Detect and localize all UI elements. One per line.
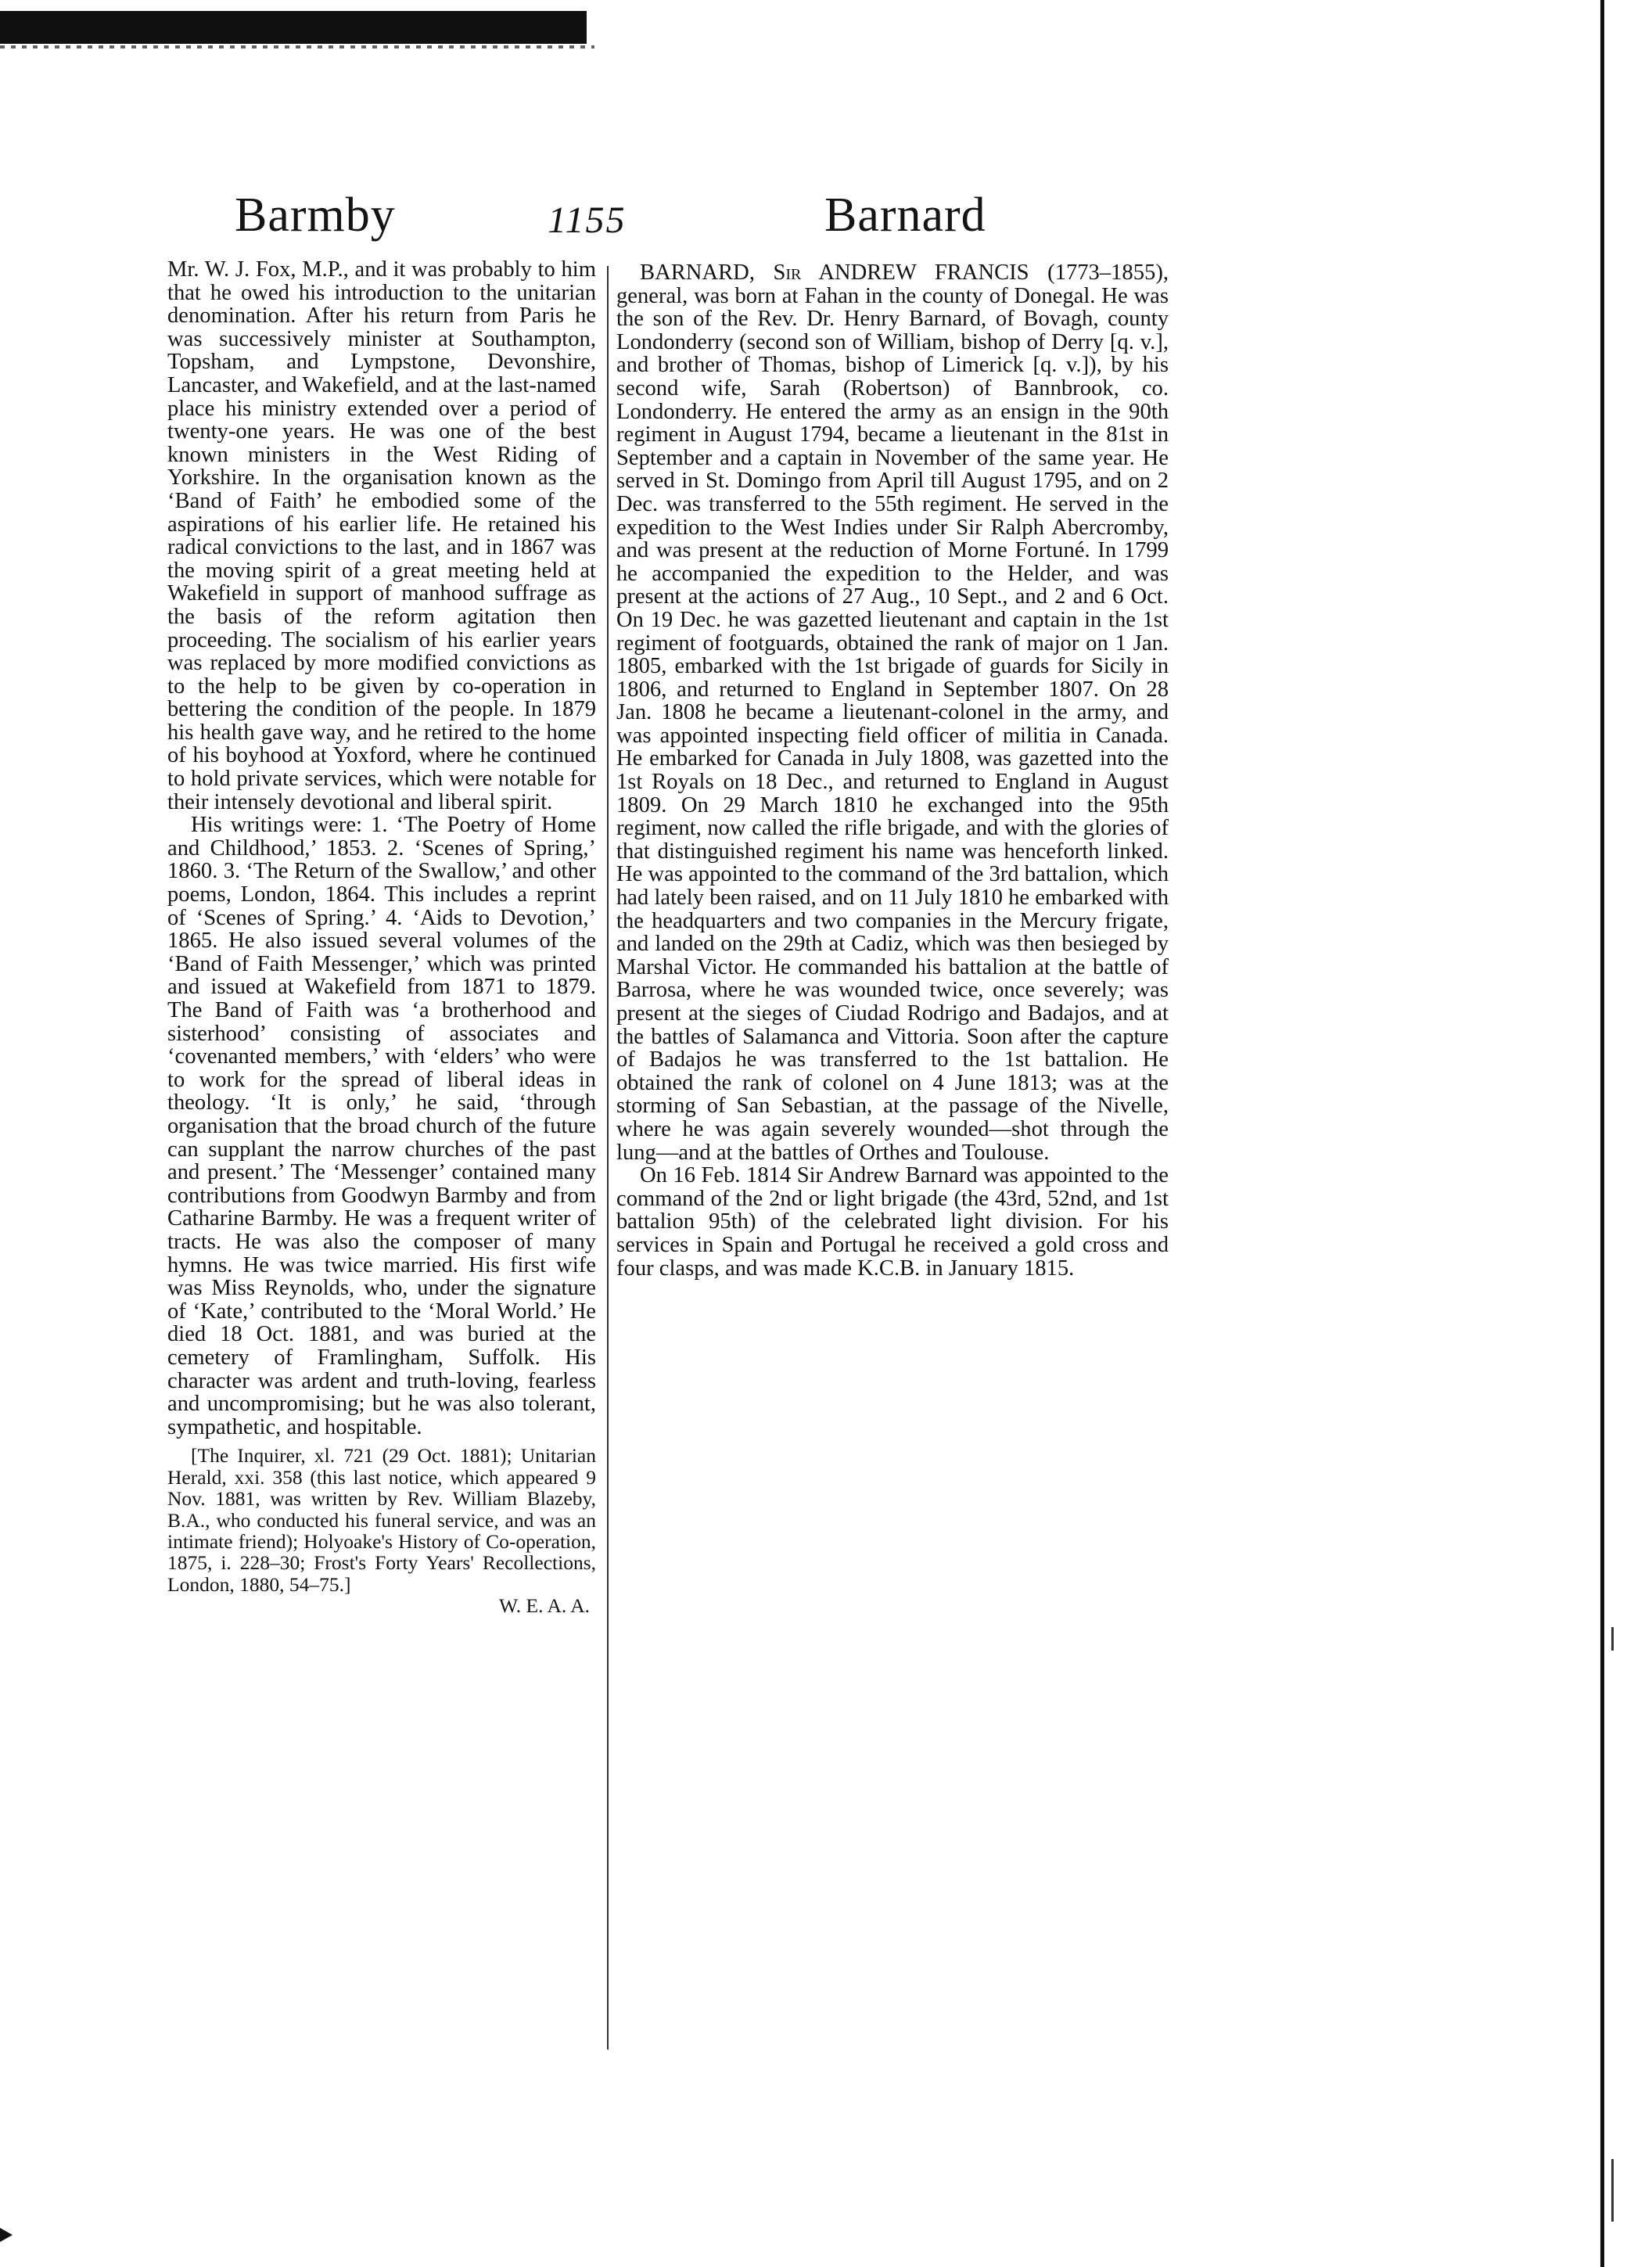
article-paragraph xyxy=(616,261,1169,1164)
scan-border-top xyxy=(0,11,587,44)
scan-mark-right xyxy=(1611,1627,1614,1651)
running-head xyxy=(235,188,986,250)
sources-text: [The Inquirer, xl. 721 (29 Oct. 1881); Unitarian Herald, xxi. 358 (this last notice, which appeared 9 Nov. 1881, was written by Rev. William Blazeby, B.A., who conducted his funeral service, and was an intimate friend); Holyoake's History of Co-operation, 1875, i. 228–30; Frost's Forty Years' Recollections, London, 1880, 54–75.] xyxy=(167,1444,596,1596)
article-text: (1773–1855), general, was born at Fahan in the county of Donegal. He was the son of the Rev. Dr. Henry Barnard, of Bovagh, county Londonderry (second son of William, bishop of Derry [q. v.], and brother of Thomas, bishop of Limerick [q. v.]), by his second wife, Sarah (Robertson) of Bannbrook, co. Londonderry. He entered the army as an ensign in the 90th regiment in August 1794, became a lieutenant in the 81st in September and a captain in November of the same year. He served in St. Domingo from April till August 1795, and on 2 Dec. was transferred to the 55th regiment. He served in the expedition to the West Indies under Sir Ralph Abercromby, and was present at the reduction of Morne Fortuné. In 1799 he accompanied the expedition to the Helder, and was present at the actions of 27 Aug., 10 Sept., and 2 and 6 Oct. On 19 Dec. he was gazetted lieutenant and captain in the 1st regiment of footguards, obtained the rank of major on 1 Jan. 1805, embarked with the 1st brigade of guards for Sicily in 1806, and returned to England in September 1807. On 28 Jan. 1808 he became a lieutenant-colonel in the army, and was appointed inspecting field officer of militia in Canada. He embarked for Canada in July 1808, was gazetted into the 1st Royals on 18 Dec., and returned to England in August 1809. On 29 March 1810 he exchanged into the 95th regiment, now called the rifle brigade, and with the glories of that distinguished regiment his name was henceforth linked. He was appointed to the command of the 3rd battalion, which had lately been raised, and on 11 July 1810 he embarked with the headquarters and two companies in the Mercury frigate, and landed on the 29th at Cadiz, which was then besieged by Marshal Victor. He commanded his battalion at the battle of Barrosa, where he was wounded twice, once severely; was present at the sieges of Ciudad Rodrigo and Badajos, and at the battles of Salamanca and Vittoria. Soon after the capture of Badajos he was transferred to the 1st battalion. He obtained the rank of colonel on 4 June 1813; was at the storming of San Sebastian, at the passage of the Nivelle, where he was again severely wounded—shot through the lung—and at the battles of Orthes and Toulouse. xyxy=(616,260,1169,1165)
writings-paragraph: His writings were: 1. ‘The Poetry of Home and Childhood,’ 1853. 2. ‘Scenes of Spring,’ 1860. 3. ‘The Return of the Swallow,’ and other poems, London, 1864. This includes a reprint of ‘Scenes of Spring.’ 4. ‘Aids to Devotion,’ 1865. He also issued several volumes of the ‘Band of Faith Messenger,’ which was printed and issued at Wakefield from 1871 to 1879. The Band of Faith was ‘a brotherhood and sisterhood’ consisting of associates and ‘covenanted members,’ with ‘elders’ who were to work for the spread of liberal ideas in theology. ‘It is only,’ he said, ‘through organisation that the broad church of the future can supplant the narrow churches of the past and present.’ The ‘Messenger’ contained many contributions from Goodwyn Barmby and from Catharine Barmby. He was a frequent writer of tracts. He was also the composer of many hymns. He was twice married. His first wife was Miss Reynolds, who, under the signature of ‘Kate,’ contributed to the ‘Moral World.’ He died 18 Oct. 1881, and was buried at the cemetery of Framlingham, Suffolk. His character was ardent and truth-loving, fearless and uncompromising; but he was also tolerant, sympathetic, and hospitable. xyxy=(167,813,596,1439)
scan-arrow-mark xyxy=(0,2228,13,2242)
second-paragraph: On 16 Feb. 1814 Sir Andrew Barnard was appointed to the command of the 2nd or light brigade (the 43rd, 52nd, and 1st battalion 95th) of the celebrated light division. For his services in Spain and Portugal he received a gold cross and four clasps, and was made K.C.B. in January 1815. xyxy=(616,1163,1169,1281)
right-column xyxy=(616,261,1169,1280)
article-headword: BARNARD, Sir ANDREW FRANCIS xyxy=(640,260,1029,285)
scan-border-right xyxy=(1600,0,1604,2267)
running-head-left: Barmby xyxy=(235,189,396,242)
page-number: 1155 xyxy=(548,199,627,241)
scan-noise-top xyxy=(0,45,594,49)
column-divider xyxy=(607,266,609,2050)
sources-paragraph xyxy=(167,1445,596,1616)
running-head-right: Barnard xyxy=(824,189,986,242)
continued-paragraph: Mr. W. J. Fox, M.P., and it was probably to him that he owed his introduction to the unitarian denomination. After his return from Paris he was successively minister at Southampton, Topsham, and Lympstone, Devonshire, Lancaster, and Wakefield, and at the last-named place his ministry extended over a period of twenty-one years. He was one of the best known ministers in the West Riding of Yorkshire. In the organisation known as the ‘Band of Faith’ he embodied some of the aspirations of his earlier life. He retained his radical convictions to the last, and in 1867 was the moving spirit of a great meeting held at Wakefield in support of manhood suffrage as the basis of the reform agitation then proceeding. The socialism of his earlier years was replaced by more modified convictions as to the help to be given by co-operation in bettering the condition of the people. In 1879 his health gave way, and he retired to the home of his boyhood at Yoxford, where he continued to hold private services, which were notable for their intensely devotional and liberal spirit. xyxy=(167,257,596,814)
left-column xyxy=(167,258,596,1617)
author-signature: W. E. A. A. xyxy=(499,1594,590,1618)
scan-mark-right xyxy=(1611,2159,1614,2222)
